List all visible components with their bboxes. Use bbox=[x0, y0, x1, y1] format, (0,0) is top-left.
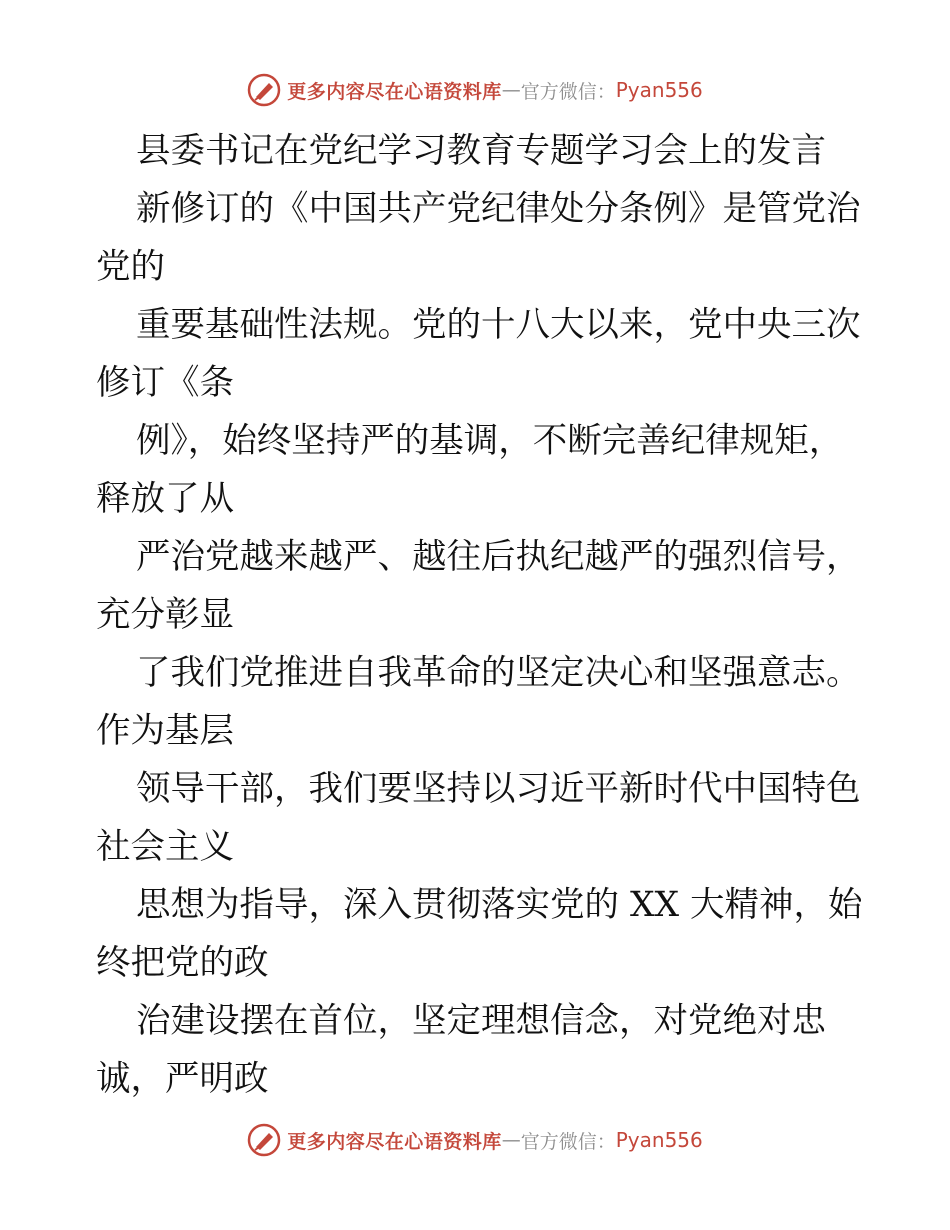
paragraph-line: 诚，严明政 bbox=[96, 1059, 269, 1099]
banner-wechat-label: 官方微信： bbox=[520, 80, 616, 103]
banner-title: 更多内容尽在心语资料库 bbox=[287, 1130, 502, 1153]
paragraph-line: 例》，始终坚持严的基调，不断完善纪律规矩， bbox=[136, 421, 844, 461]
quill-seal-icon bbox=[247, 73, 281, 107]
banner-separator: — bbox=[501, 1129, 521, 1151]
paragraph-line: 社会主义 bbox=[96, 827, 234, 867]
document-title: 县委书记在党纪学习教育专题学习会上的发言 bbox=[136, 131, 826, 171]
paragraph-line: 了我们党推进自我革命的坚定决心和坚强意志。 bbox=[136, 653, 861, 693]
header-banner bbox=[0, 70, 950, 110]
paragraph-line: 治建设摆在首位，坚定理想信念，对党绝对忠 bbox=[136, 1001, 826, 1041]
paragraph-line: 终把党的政 bbox=[96, 943, 269, 983]
banner-separator: — bbox=[501, 79, 521, 101]
paragraph-line: 作为基层 bbox=[96, 711, 234, 751]
paragraph-line: 重要基础性法规。党的十八大以来，党中央三次 bbox=[136, 305, 861, 345]
paragraph-line: 充分彰显 bbox=[96, 595, 234, 635]
paragraph-line: 新修订的《中国共产党纪律处分条例》是管党治 bbox=[136, 189, 861, 229]
quill-seal-icon bbox=[247, 1123, 281, 1157]
footer-banner bbox=[0, 1120, 950, 1160]
paragraph-line: 党的 bbox=[96, 247, 165, 287]
paragraph-line: 严治党越来越严、越往后执纪越严的强烈信号， bbox=[136, 537, 861, 577]
banner-wechat-id: Pyan556 bbox=[615, 1128, 703, 1152]
banner-wechat-id: Pyan556 bbox=[615, 78, 703, 102]
document-body bbox=[96, 122, 863, 1108]
paragraph-line: 思想为指导，深入贯彻落实党的 XX 大精神，始 bbox=[136, 885, 863, 925]
paragraph-line: 修订《条 bbox=[96, 363, 234, 403]
paragraph-line: 领导干部，我们要坚持以习近平新时代中国特色 bbox=[136, 769, 861, 809]
banner-title: 更多内容尽在心语资料库 bbox=[287, 80, 502, 103]
paragraph-line: 释放了从 bbox=[96, 479, 234, 519]
banner-wechat-label: 官方微信： bbox=[520, 1130, 616, 1153]
